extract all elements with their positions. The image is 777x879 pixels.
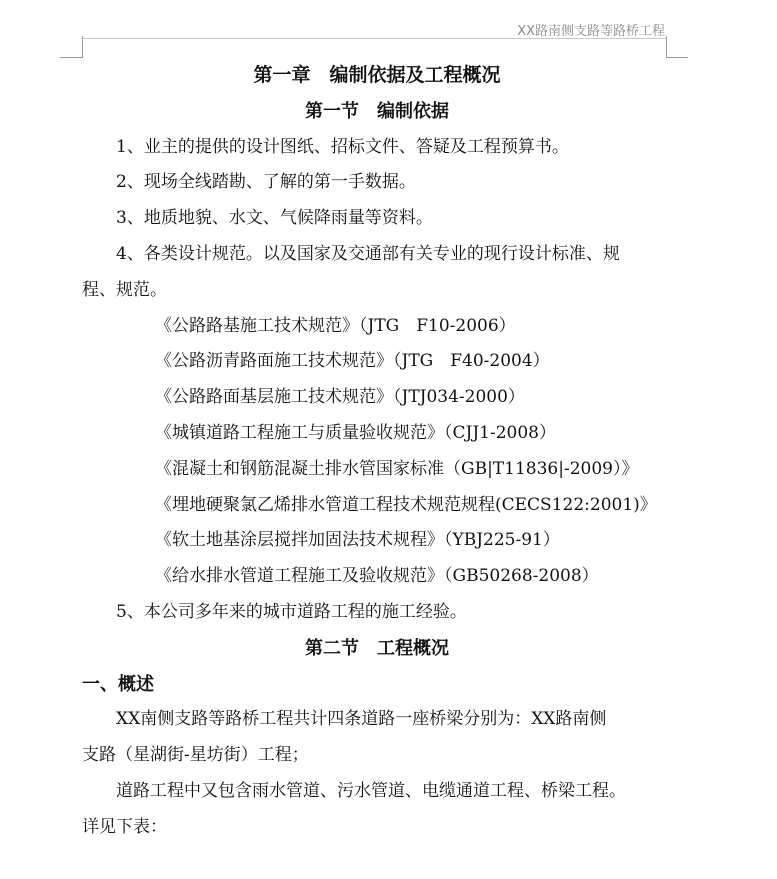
reference-4: 《城镇道路工程施工与质量验收规范》（CJJ1-2008）: [155, 422, 556, 443]
page-header: XX路南侧支路等路桥工程: [517, 24, 665, 39]
overview-line-4: 详见下表：: [82, 816, 167, 837]
header-rule: [82, 38, 667, 39]
reference-7: 《软土地基涂层搅拌加固法技术规程》（YBJ225-91）: [155, 530, 560, 551]
reference-3: 《公路路面基层施工技术规范》（JTJ034-2000）: [155, 387, 525, 408]
document-body: [82, 58, 672, 846]
reference-1: 《公路路基施工技术规范》（JTG F10-2006）: [155, 315, 516, 336]
overview-line-2: 支路（星湖街-星坊街）工程；: [82, 745, 309, 766]
overview-heading: 一、概述: [82, 673, 154, 695]
overview-line-3: 道路工程中又包含雨水管道、污水管道、电缆通道工程、桥梁工程。: [116, 780, 626, 801]
basis-item-2: 2、现场全线踏勘、了解的第一手数据。: [116, 172, 416, 193]
basis-item-5: 5、本公司多年来的城市道路工程的施工经验。: [116, 601, 467, 622]
basis-item-4-continued: 程、规范。: [82, 279, 167, 300]
reference-2: 《公路沥青路面施工技术规范》（JTG F40-2004）: [155, 351, 550, 372]
reference-8: 《给水排水管道工程施工及验收规范》（GB50268-2008）: [155, 566, 599, 587]
overview-line-1: XX南侧支路等路桥工程共计四条道路一座桥梁分别为：XX路南侧: [116, 709, 607, 730]
crop-mark-right: [666, 36, 667, 58]
section-title-2: 第二节 工程概况: [305, 637, 449, 659]
section-title-1: 第一节 编制依据: [305, 100, 449, 122]
reference-5: 《混凝土和钢筋混凝土排水管国家标准（GB|T11836|-2009）》: [155, 458, 639, 479]
basis-item-3: 3、地质地貌、水文、气候降雨量等资料。: [116, 208, 433, 229]
chapter-title: 第一章 编制依据及工程概况: [253, 64, 501, 86]
crop-mark-left: [82, 36, 83, 58]
reference-6: 《埋地硬聚氯乙烯排水管道工程技术规范规程(CECS122:2001)》: [155, 494, 657, 515]
crop-mark-left-h: [60, 57, 82, 58]
basis-item-1: 1、业主的提供的设计图纸、招标文件、答疑及工程预算书。: [116, 136, 569, 157]
basis-item-4: 4、各类设计规范。以及国家及交通部有关专业的现行设计标准、规: [116, 243, 620, 264]
